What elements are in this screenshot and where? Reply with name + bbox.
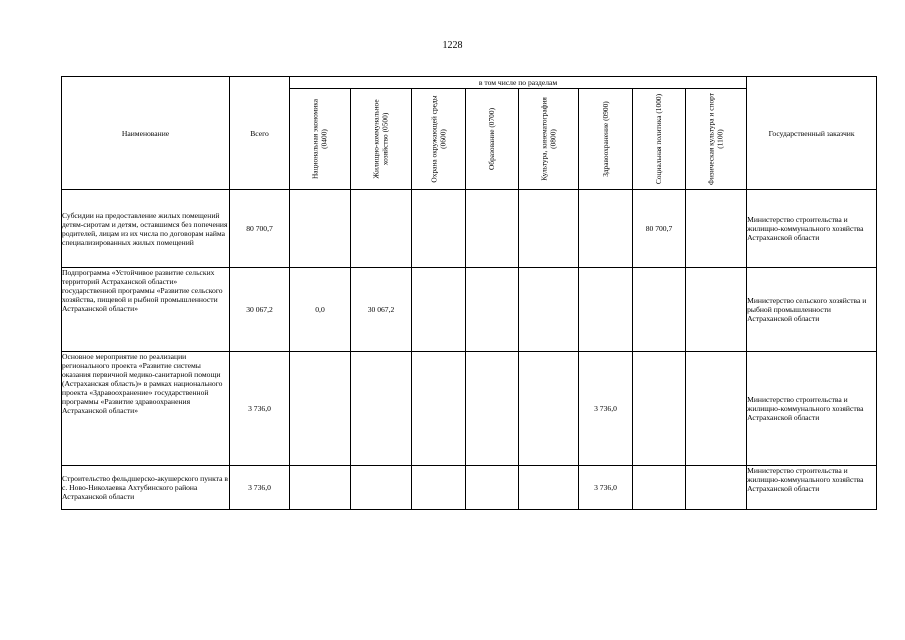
row-total: 3 736,0 <box>230 466 290 510</box>
row-value <box>351 466 412 510</box>
row-value <box>351 190 412 268</box>
row-value <box>412 466 466 510</box>
row-value <box>466 352 519 466</box>
header-section-label: Национальная экономика (0400) <box>310 98 328 180</box>
row-value <box>579 190 633 268</box>
header-section-0800 <box>519 89 579 190</box>
page-number: 1228 <box>442 40 463 51</box>
row-total: 80 700,7 <box>230 190 290 268</box>
row-value <box>519 352 579 466</box>
header-section-label: Образование (0700) <box>486 107 496 171</box>
table-row <box>62 268 877 352</box>
header-section-1100 <box>686 89 747 190</box>
header-total: Всего <box>230 77 290 190</box>
row-total: 3 736,0 <box>230 352 290 466</box>
header-section-label: Физическая культура и спорт (1100) <box>706 93 725 185</box>
row-value <box>519 190 579 268</box>
row-name: Основное мероприятие по реализации регионального проекта «Развитие системы оказания первичной медико-санитарной помощи (Астраханская область)» в рамках национального проекта «Здравоохранение» государственной программы «Развитие здравоохранения Астраханской области» <box>62 352 230 466</box>
budget-table <box>61 76 877 510</box>
header-section-label: Здравоохранение (0900) <box>600 101 610 177</box>
header-section-label: Жилищно-коммунальное хозяйство (0500) <box>371 99 389 179</box>
row-name: Строительство фельдшерско-акушерского пункта в с. Ново-Николаевка Ахтубинского района Астраханской области <box>62 466 230 510</box>
row-name: Субсидии на предоставление жилых помещений детям-сиротам и детям, оставшимся без попечения родителей, лицам из их числа по договорам найма специализированных жилых помещений <box>62 190 230 268</box>
row-value <box>633 268 686 352</box>
row-value: 80 700,7 <box>633 190 686 268</box>
row-value <box>351 352 412 466</box>
row-value <box>686 268 747 352</box>
row-value: 0,0 <box>290 268 351 352</box>
row-value <box>519 268 579 352</box>
table-row <box>62 466 877 510</box>
table-row <box>62 352 877 466</box>
row-value <box>466 190 519 268</box>
row-value: 3 736,0 <box>579 352 633 466</box>
header-sections-group: в том числе по разделам <box>290 77 747 89</box>
row-value <box>412 190 466 268</box>
row-value: 3 736,0 <box>579 466 633 510</box>
row-total: 30 067,2 <box>230 268 290 352</box>
row-value <box>466 466 519 510</box>
row-value <box>412 268 466 352</box>
row-customer: Министерство сельского хозяйства и рыбной промышленности Астраханской области <box>747 268 877 352</box>
header-section-1000 <box>633 89 686 190</box>
row-value <box>290 466 351 510</box>
row-value <box>579 268 633 352</box>
row-value: 30 067,2 <box>351 268 412 352</box>
header-section-0600 <box>412 89 466 190</box>
table-row <box>62 190 877 268</box>
row-value <box>686 466 747 510</box>
row-value <box>519 466 579 510</box>
header-name: Наименование <box>62 77 230 190</box>
row-value <box>633 466 686 510</box>
header-section-0900 <box>579 89 633 190</box>
row-value <box>290 352 351 466</box>
header-section-label: Охрана окружающей среды (0600) <box>429 95 447 183</box>
header-customer: Государственный заказчик <box>747 77 877 190</box>
row-name: Подпрограмма «Устойчивое развитие сельских территорий Астраханской области» государственной программы «Развитие сельского хозяйства, пищевой и рыбной промышленности Астраханской области» <box>62 268 230 352</box>
row-value <box>412 352 466 466</box>
row-customer: Министерство строительства и жилищно-коммунального хозяйства Астраханской области <box>747 190 877 268</box>
row-value <box>466 268 519 352</box>
row-value <box>686 190 747 268</box>
header-section-label: Социальная политика (1000) <box>653 93 663 185</box>
row-value <box>633 352 686 466</box>
row-customer: Министерство строительства и жилищно-коммунального хозяйства Астраханской области <box>747 352 877 466</box>
row-value <box>686 352 747 466</box>
header-section-0700 <box>466 89 519 190</box>
header-section-label: Культура, кинематография (0800) <box>539 97 557 181</box>
row-value <box>290 190 351 268</box>
row-customer: Министерство строительства и жилищно-коммунального хозяйства Астраханской области <box>747 466 877 510</box>
header-section-0500 <box>351 89 412 190</box>
header-section-0400 <box>290 89 351 190</box>
